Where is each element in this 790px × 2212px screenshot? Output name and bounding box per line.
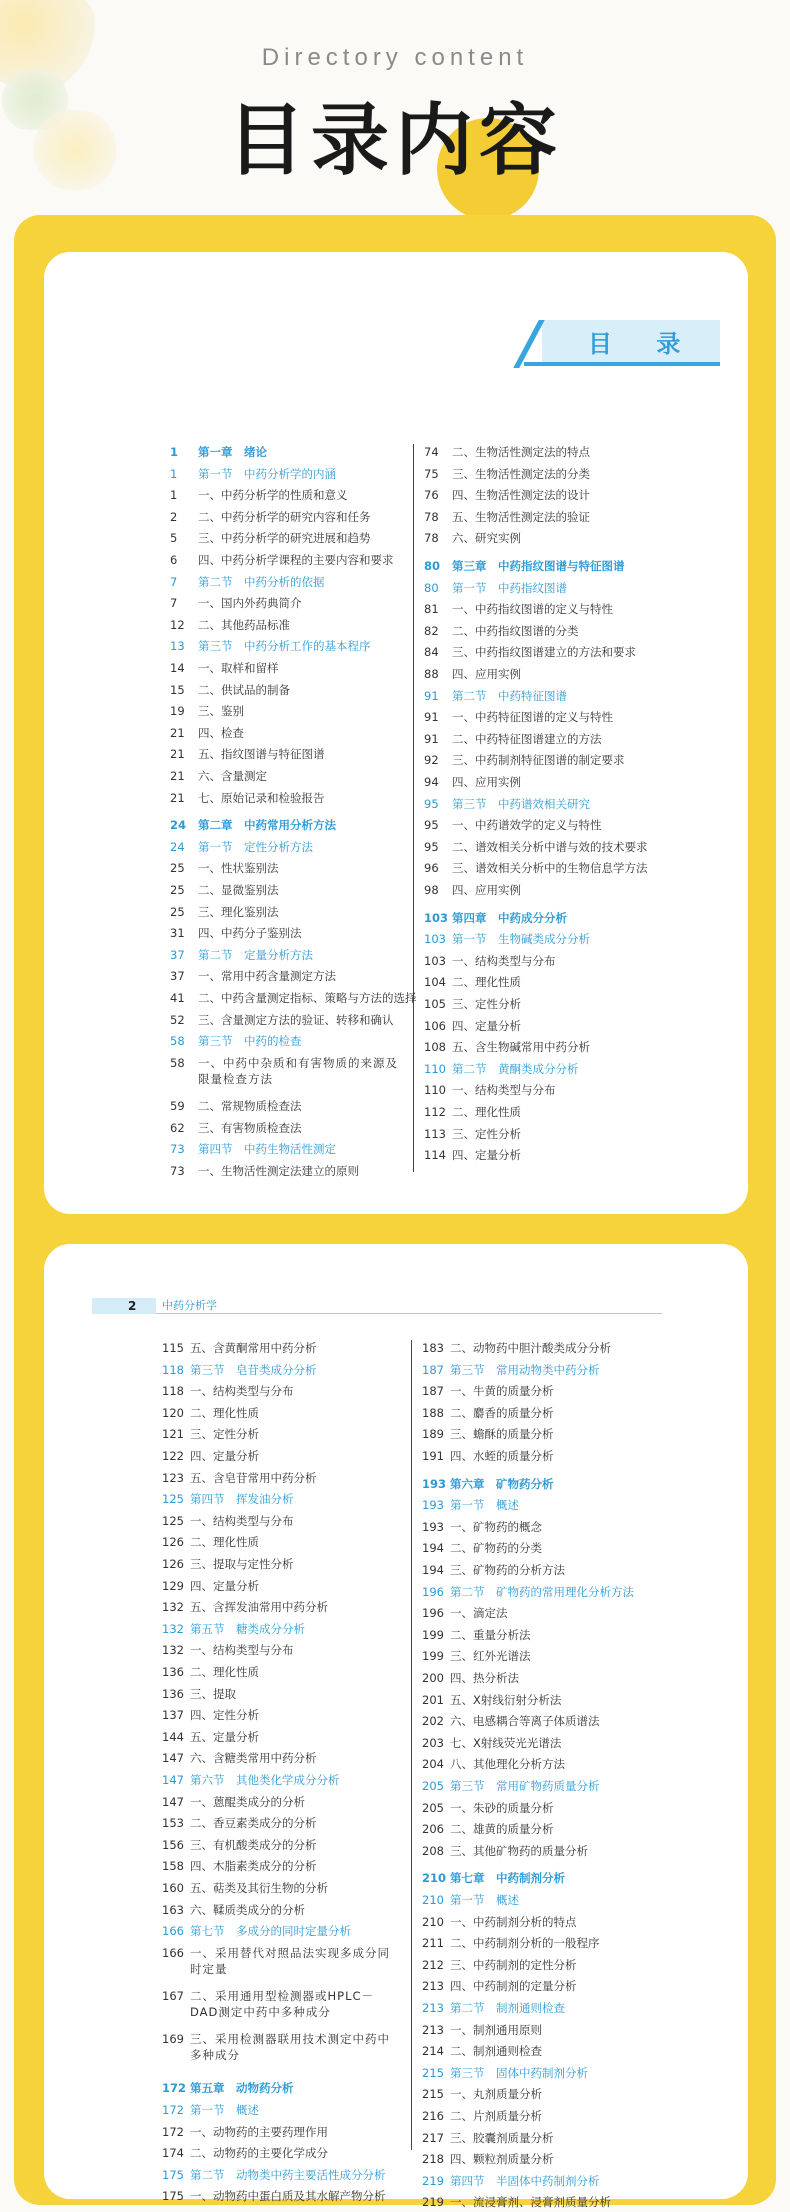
entry-page-number: 132	[162, 1621, 184, 1636]
entry-page-number: 136	[162, 1665, 184, 1679]
entry-page-number: 7	[170, 596, 178, 611]
entry-title: 一、滴定法	[450, 1606, 508, 1621]
entry-title: 第一节 中药分析学的内涵	[198, 466, 336, 481]
entry-title: 第三节 固体中药制剂分析	[450, 2065, 588, 2080]
entry-page-number: 214	[422, 2044, 444, 2059]
entry-page-number: 84	[424, 645, 439, 660]
entry-page-number: 103	[424, 910, 449, 925]
entry-title: 二、动物药中胆汁酸类成分分析	[450, 1341, 611, 1355]
header-subtitle: Directory content	[261, 44, 529, 71]
entry-title: 第一节 概述	[450, 1498, 519, 1513]
entry-title: 二、显微鉴别法	[198, 883, 279, 897]
entry-title: 第二节 动物类中药主要活性成分分析	[190, 2167, 386, 2182]
entry-title: 三、定性分析	[452, 997, 521, 1011]
entry-title: 二、生物活性测定法的特点	[452, 445, 590, 459]
entry-page-number: 91	[424, 710, 439, 725]
entry-title: 三、胶囊剂质量分析	[450, 2130, 554, 2145]
entry-title: 六、电感耦合等离子体质谱法	[450, 1714, 600, 1729]
column-divider	[411, 1340, 412, 2150]
entry-title: 第二节 制剂通则检查	[450, 2001, 565, 2015]
entry-title: 第六章 矿物药分析	[450, 1476, 554, 1491]
entry-title: 五、含挥发油常用中药分析	[190, 1600, 328, 1615]
entry-title: 七、原始记录和检验报告	[198, 790, 325, 805]
entry-title: 五、含生物碱常用中药分析	[452, 1040, 590, 1055]
entry-title: 第四章 中药成分分析	[452, 910, 567, 925]
entry-page-number: 193	[422, 1498, 444, 1513]
entry-title: 一、中药谱效学的定义与特性	[452, 818, 602, 833]
entry-title: 第一节 概述	[450, 1893, 519, 1907]
entry-title: 五、含皂苷常用中药分析	[190, 1470, 317, 1485]
entry-title: 四、木脂素类成分的分析	[190, 1859, 317, 1874]
entry-page-number: 210	[422, 1871, 447, 1886]
entry-page-number: 210	[422, 1893, 444, 1907]
entry-page-number: 147	[162, 1794, 184, 1809]
entry-title: 一、结构类型与分布	[452, 1083, 556, 1098]
entry-title: 二、片剂质量分析	[450, 2109, 542, 2123]
entry-page-number: 95	[424, 818, 439, 833]
entry-page-number: 37	[170, 969, 185, 984]
entry-page-number: 21	[170, 769, 185, 783]
entry-page-number: 121	[162, 1427, 184, 1442]
entry-page-number: 200	[422, 1671, 444, 1685]
entry-title: 二、麝香的质量分析	[450, 1405, 554, 1420]
entry-page-number: 21	[170, 747, 185, 762]
entry-page-number: 25	[170, 883, 185, 897]
entry-title: 三、红外光谱法	[450, 1649, 531, 1664]
entry-title: 三、矿物药的分析方法	[450, 1563, 565, 1577]
entry-page-number: 74	[424, 445, 439, 459]
entry-title: 一、中药特征图谱的定义与特性	[452, 710, 613, 725]
entry-title: 六、鞣质类成分的分析	[190, 1902, 305, 1917]
entry-page-number: 183	[422, 1341, 444, 1355]
entry-title: 三、生物活性测定法的分类	[452, 466, 590, 481]
entry-page-number: 156	[162, 1837, 184, 1852]
entry-page-number: 103	[424, 953, 446, 968]
entry-title: 四、定量分析	[190, 1578, 259, 1593]
entry-title: 三、其他矿物药的质量分析	[450, 1843, 588, 1858]
entry-page-number: 147	[162, 1751, 184, 1766]
entry-title: 三、提取	[190, 1686, 236, 1701]
entry-title: 一、中药指纹图谱的定义与特性	[452, 602, 613, 617]
entry-page-number: 144	[162, 1729, 184, 1744]
book-title: 中药分析学	[162, 1299, 217, 1312]
banner-underline	[524, 362, 720, 366]
entry-page-number: 58	[170, 1055, 185, 1070]
entry-title: 二、常规物质检查法	[198, 1099, 302, 1113]
entry-title: 四、定量分析	[190, 1449, 259, 1463]
banner-slash	[513, 320, 545, 368]
entry-page-number: 215	[422, 2087, 444, 2102]
entry-title: 三、定性分析	[452, 1126, 521, 1141]
entry-title: 三、谱效相关分析中的生物信息学方法	[452, 861, 648, 876]
entry-title: 五、含黄酮常用中药分析	[190, 1341, 317, 1355]
entry-title: 四、定量分析	[452, 1018, 521, 1033]
entry-title: 三、采用检测器联用技术测定中药中多种成分	[190, 2032, 390, 2063]
toc-banner	[512, 320, 720, 366]
entry-title: 一、牛黄的质量分析	[450, 1384, 554, 1399]
entry-page-number: 213	[422, 2001, 444, 2015]
entry-page-number: 175	[162, 2167, 184, 2182]
entry-title: 四、生物活性测定法的设计	[452, 488, 590, 503]
entry-page-number: 187	[422, 1362, 444, 1377]
entry-page-number: 123	[162, 1470, 184, 1485]
entry-title: 六、研究实例	[452, 531, 521, 546]
entry-title: 四、应用实例	[452, 883, 521, 897]
running-head	[92, 1298, 662, 1314]
entry-page-number: 191	[422, 1449, 444, 1463]
entry-page-number: 137	[162, 1708, 184, 1723]
entry-title: 七、X射线荧光光谱法	[450, 1735, 562, 1750]
entry-page-number: 147	[162, 1773, 184, 1787]
entry-page-number: 98	[424, 883, 439, 897]
entry-page-number: 80	[424, 559, 441, 573]
entry-page-number: 153	[162, 1816, 184, 1831]
entry-title: 三、提取与定性分析	[190, 1557, 294, 1571]
entry-page-number: 126	[162, 1557, 184, 1571]
entry-page-number: 1	[170, 488, 178, 503]
entry-title: 第四节 挥发油分析	[190, 1492, 294, 1507]
entry-page-number: 112	[424, 1105, 446, 1119]
entry-page-number: 205	[422, 1779, 444, 1793]
entry-title: 三、有害物质检查法	[198, 1120, 302, 1135]
entry-page-number: 189	[422, 1427, 444, 1442]
entry-title: 二、中药制剂分析的一般程序	[450, 1936, 600, 1951]
toc-banner-label: 目 录	[588, 330, 699, 358]
entry-title: 五、X射线衍射分析法	[450, 1692, 562, 1707]
entry-page-number: 169	[162, 2032, 184, 2047]
entry-page-number: 106	[424, 1018, 446, 1033]
entry-title: 二、其他药品标准	[198, 617, 290, 632]
entry-title: 第三节 皂苷类成分分析	[190, 1362, 317, 1377]
entry-title: 三、定性分析	[190, 1427, 259, 1442]
entry-title: 三、中药分析学的研究进展和趋势	[198, 531, 371, 546]
entry-title: 四、定性分析	[190, 1708, 259, 1723]
entry-title: 四、应用实例	[452, 667, 521, 681]
entry-title: 第二节 定量分析方法	[198, 947, 313, 962]
entry-page-number: 19	[170, 704, 185, 719]
entry-title: 四、热分析法	[450, 1671, 519, 1685]
entry-title: 四、应用实例	[452, 775, 521, 789]
entry-title: 四、中药分子鉴别法	[198, 926, 302, 941]
entry-page-number: 24	[170, 839, 185, 854]
entry-page-number: 21	[170, 725, 185, 740]
entry-page-number: 172	[162, 2081, 187, 2096]
entry-page-number: 91	[424, 731, 439, 746]
entry-page-number: 31	[170, 926, 185, 941]
entry-page-number: 15	[170, 682, 185, 697]
entry-title: 二、理化性质	[452, 975, 521, 990]
entry-title: 第五节 糖类成分分析	[190, 1621, 305, 1636]
entry-page-number: 126	[162, 1535, 184, 1550]
entry-title: 五、指纹图谱与特征图谱	[198, 747, 325, 762]
entry-page-number: 6	[170, 553, 178, 567]
entry-title: 二、中药指纹图谱的分类	[452, 623, 579, 638]
entry-title: 二、重量分析法	[450, 1627, 531, 1642]
entry-title: 二、供试品的制备	[198, 682, 290, 697]
entry-title: 四、中药制剂的定量分析	[450, 1979, 577, 1994]
entry-title: 二、矿物药的分类	[450, 1541, 542, 1556]
entry-title: 五、定量分析	[190, 1729, 259, 1744]
entry-title: 第一节 定性分析方法	[198, 839, 313, 854]
entry-page-number: 132	[162, 1600, 184, 1615]
entry-title: 第三节 常用矿物药质量分析	[450, 1779, 600, 1793]
entry-page-number: 80	[424, 580, 439, 595]
entry-title: 一、流浸膏剂、浸膏剂质量分析	[450, 2195, 611, 2210]
entry-page-number: 212	[422, 1957, 444, 1972]
entry-page-number: 75	[424, 466, 439, 481]
entry-page-number: 94	[424, 775, 439, 789]
entry-title: 一、采用替代对照品法实现多成分同时定量	[190, 1945, 390, 1976]
entry-title: 三、鉴别	[198, 704, 244, 719]
entry-page-number: 105	[424, 997, 446, 1011]
entry-page-number: 14	[170, 661, 185, 675]
entry-page-number: 25	[170, 861, 185, 876]
entry-page-number: 174	[162, 2146, 184, 2161]
page-number: 2	[128, 1299, 137, 1313]
entry-page-number: 211	[422, 1936, 444, 1951]
entry-page-number: 129	[162, 1578, 184, 1593]
entry-page-number: 203	[422, 1735, 444, 1750]
entry-page-number: 78	[424, 531, 439, 546]
entry-page-number: 163	[162, 1902, 184, 1917]
entry-page-number: 12	[170, 617, 185, 632]
entry-title: 第一节 概述	[190, 2103, 259, 2117]
entry-title: 四、中药分析学课程的主要内容和要求	[198, 553, 394, 567]
entry-title: 二、中药含量测定指标、策略与方法的选择	[198, 991, 417, 1005]
entry-page-number: 199	[422, 1627, 444, 1642]
entry-page-number: 217	[422, 2130, 444, 2145]
entry-title: 第二节 黄酮类成分分析	[452, 1061, 579, 1076]
entry-page-number: 114	[424, 1148, 446, 1163]
entry-title: 第二节 中药特征图谱	[452, 688, 567, 703]
entry-page-number: 1	[170, 445, 179, 459]
entry-page-number: 37	[170, 947, 185, 962]
entry-page-number: 199	[422, 1649, 444, 1664]
entry-title: 二、动物药的主要化学成分	[190, 2146, 328, 2161]
entry-page-number: 208	[422, 1843, 444, 1858]
entry-title: 八、其他理化分析方法	[450, 1757, 565, 1772]
entry-title: 四、颗粒剂质量分析	[450, 2152, 554, 2167]
page-header	[0, 0, 790, 215]
entry-page-number: 136	[162, 1686, 184, 1701]
entry-page-number: 120	[162, 1405, 184, 1420]
entry-page-number: 166	[162, 1924, 184, 1939]
entry-page-number: 175	[162, 2189, 184, 2204]
entry-page-number: 1	[170, 466, 178, 481]
entry-title: 四、水蛭的质量分析	[450, 1449, 554, 1463]
entry-title: 二、理化性质	[190, 1405, 259, 1420]
entry-title: 一、结构类型与分布	[452, 953, 556, 968]
entry-title: 一、中药制剂分析的特点	[450, 1914, 577, 1929]
entry-title: 第一节 中药指纹图谱	[452, 580, 567, 595]
entry-page-number: 92	[424, 753, 439, 768]
entry-page-number: 82	[424, 623, 439, 638]
entry-page-number: 73	[170, 1163, 185, 1178]
entry-page-number: 52	[170, 1012, 185, 1027]
entry-title: 六、含量测定	[198, 769, 267, 783]
entry-page-number: 96	[424, 861, 439, 876]
entry-title: 三、理化鉴别法	[198, 904, 279, 919]
entry-page-number: 172	[162, 2103, 184, 2117]
column-divider	[413, 444, 414, 1172]
entry-page-number: 103	[424, 932, 446, 947]
entry-title: 二、谱效相关分析中谱与效的技术要求	[452, 839, 648, 854]
entry-title: 第一节 生物碱类成分分析	[452, 932, 590, 947]
entry-page-number: 219	[422, 2195, 444, 2210]
entry-title: 三、中药指纹图谱建立的方法和要求	[452, 645, 636, 660]
entry-title: 第五章 动物药分析	[190, 2081, 294, 2096]
entry-page-number: 215	[422, 2065, 444, 2080]
entry-page-number: 201	[422, 1692, 444, 1707]
entry-page-number: 95	[424, 796, 439, 811]
entry-page-number: 25	[170, 904, 185, 919]
entry-page-number: 206	[422, 1822, 444, 1837]
entry-title: 一、矿物药的概念	[450, 1519, 542, 1534]
page-title: 目录内容	[226, 96, 563, 186]
entry-page-number: 210	[422, 1914, 444, 1929]
entry-page-number: 115	[162, 1341, 184, 1355]
entry-title: 一、生物活性测定法建立的原则	[198, 1163, 359, 1178]
entry-page-number: 187	[422, 1384, 444, 1399]
entry-title: 第一章 绪论	[198, 445, 267, 459]
entry-title: 一、常用中药含量测定方法	[198, 969, 336, 984]
entry-title: 第四节 半固体中药制剂分析	[450, 2173, 600, 2188]
entry-page-number: 219	[422, 2173, 444, 2188]
entry-page-number: 2	[170, 509, 178, 524]
entry-title: 一、取样和留样	[198, 661, 279, 675]
entry-title: 二、理化性质	[190, 1665, 259, 1679]
entry-page-number: 41	[170, 991, 185, 1005]
entry-title: 一、性状鉴别法	[198, 861, 279, 876]
entry-page-number: 110	[424, 1061, 446, 1076]
entry-page-number: 194	[422, 1563, 444, 1577]
entry-title: 二、采用通用型检测器或HPLC－DAD测定中药中多种成分	[190, 1989, 375, 2019]
entry-title: 一、结构类型与分布	[190, 1384, 294, 1399]
entry-page-number: 216	[422, 2109, 444, 2123]
entry-title: 第六节 其他类化学成分分析	[190, 1773, 340, 1787]
entry-page-number: 204	[422, 1757, 444, 1772]
entry-title: 二、理化性质	[452, 1105, 521, 1119]
entry-title: 一、中药中杂质和有害物质的来源及限量检查方法	[198, 1055, 398, 1086]
entry-page-number: 172	[162, 2124, 184, 2139]
entry-page-number: 7	[170, 574, 178, 589]
entry-page-number: 104	[424, 975, 446, 990]
entry-title: 一、动物药中蛋白质及其水解产物分析	[190, 2189, 386, 2204]
entry-page-number: 59	[170, 1099, 185, 1113]
entry-page-number: 122	[162, 1449, 184, 1463]
entry-page-number: 167	[162, 1989, 184, 2003]
entry-page-number: 188	[422, 1405, 444, 1420]
entry-page-number: 218	[422, 2152, 444, 2167]
entry-page-number: 132	[162, 1643, 184, 1658]
entry-title: 二、中药分析学的研究内容和任务	[198, 509, 371, 524]
entry-title: 第二节 矿物药的常用理化分析方法	[450, 1584, 634, 1599]
entry-title: 二、制剂通则检查	[450, 2044, 542, 2059]
entry-title: 二、理化性质	[190, 1535, 259, 1550]
entry-page-number: 194	[422, 1541, 444, 1556]
entry-page-number: 5	[170, 531, 178, 546]
entry-title: 一、朱砂的质量分析	[450, 1800, 554, 1815]
entry-title: 六、含糖类常用中药分析	[190, 1751, 317, 1766]
entry-page-number: 125	[162, 1513, 184, 1528]
entry-title: 第三节 中药谱效相关研究	[452, 796, 590, 811]
entry-title: 四、检查	[198, 725, 244, 740]
entry-title: 三、中药制剂特征图谱的制定要求	[452, 753, 625, 768]
entry-title: 一、动物药的主要药理作用	[190, 2124, 328, 2139]
entry-title: 四、定量分析	[452, 1148, 521, 1163]
entry-title: 一、中药分析学的性质和意义	[198, 488, 348, 503]
entry-title: 三、有机酸类成分的分析	[190, 1837, 317, 1852]
entry-page-number: 213	[422, 2022, 444, 2037]
entry-title: 一、结构类型与分布	[190, 1513, 294, 1528]
entry-title: 三、含量测定方法的验证、转移和确认	[198, 1012, 394, 1027]
entry-page-number: 73	[170, 1142, 185, 1157]
entry-page-number: 21	[170, 790, 185, 805]
entry-page-number: 213	[422, 1979, 444, 1994]
entry-page-number: 166	[162, 1945, 184, 1960]
entry-title: 第七章 中药制剂分析	[450, 1871, 565, 1886]
entry-title: 五、萜类及其衍生物的分析	[190, 1881, 328, 1895]
entry-title: 第四节 中药生物活性测定	[198, 1142, 336, 1157]
entry-page-number: 118	[162, 1384, 184, 1399]
entry-page-number: 108	[424, 1040, 446, 1055]
entry-page-number: 62	[170, 1120, 185, 1135]
entry-page-number: 78	[424, 509, 439, 524]
entry-page-number: 95	[424, 839, 439, 854]
entry-page-number: 113	[424, 1126, 446, 1141]
entry-page-number: 81	[424, 602, 439, 617]
entry-page-number: 193	[422, 1519, 444, 1534]
entry-title: 一、制剂通用原则	[450, 2022, 542, 2037]
entry-title: 二、雄黄的质量分析	[450, 1822, 554, 1837]
entry-title: 三、蟾酥的质量分析	[450, 1427, 554, 1442]
entry-title: 二、中药特征图谱建立的方法	[452, 731, 602, 746]
entry-page-number: 24	[170, 818, 187, 833]
entry-page-number: 88	[424, 667, 439, 681]
entry-title: 一、结构类型与分布	[190, 1643, 294, 1658]
entry-page-number: 196	[422, 1606, 444, 1621]
entry-title: 三、中药制剂的定性分析	[450, 1957, 577, 1972]
entry-page-number: 110	[424, 1083, 446, 1098]
entry-title: 第二章 中药常用分析方法	[198, 818, 336, 833]
entry-title: 第三节 中药的检查	[198, 1034, 302, 1049]
entry-title: 一、国内外药典简介	[198, 596, 302, 611]
entry-page-number: 160	[162, 1881, 184, 1895]
entry-title: 五、生物活性测定法的验证	[452, 509, 590, 524]
entry-title: 第七节 多成分的同时定量分析	[190, 1924, 351, 1939]
entry-page-number: 76	[424, 488, 439, 503]
entry-page-number: 125	[162, 1492, 184, 1507]
entry-title: 第三节 常用动物类中药分析	[450, 1362, 600, 1377]
entry-page-number: 202	[422, 1714, 444, 1729]
entry-page-number: 158	[162, 1859, 184, 1874]
entry-page-number: 13	[170, 639, 185, 654]
entry-title: 第三节 中药分析工作的基本程序	[198, 639, 371, 654]
entry-page-number: 205	[422, 1800, 444, 1815]
entry-page-number: 196	[422, 1584, 444, 1599]
entry-page-number: 193	[422, 1476, 447, 1491]
entry-title: 一、丸剂质量分析	[450, 2087, 542, 2102]
entry-title: 二、香豆素类成分的分析	[190, 1816, 317, 1831]
entry-title: 第三章 中药指纹图谱与特征图谱	[452, 559, 625, 573]
entry-page-number: 58	[170, 1034, 185, 1049]
entry-title: 第二节 中药分析的依据	[198, 574, 325, 589]
entry-title: 一、蒽醌类成分的分析	[190, 1794, 305, 1809]
entry-page-number: 91	[424, 688, 439, 703]
entry-page-number: 118	[162, 1362, 184, 1377]
